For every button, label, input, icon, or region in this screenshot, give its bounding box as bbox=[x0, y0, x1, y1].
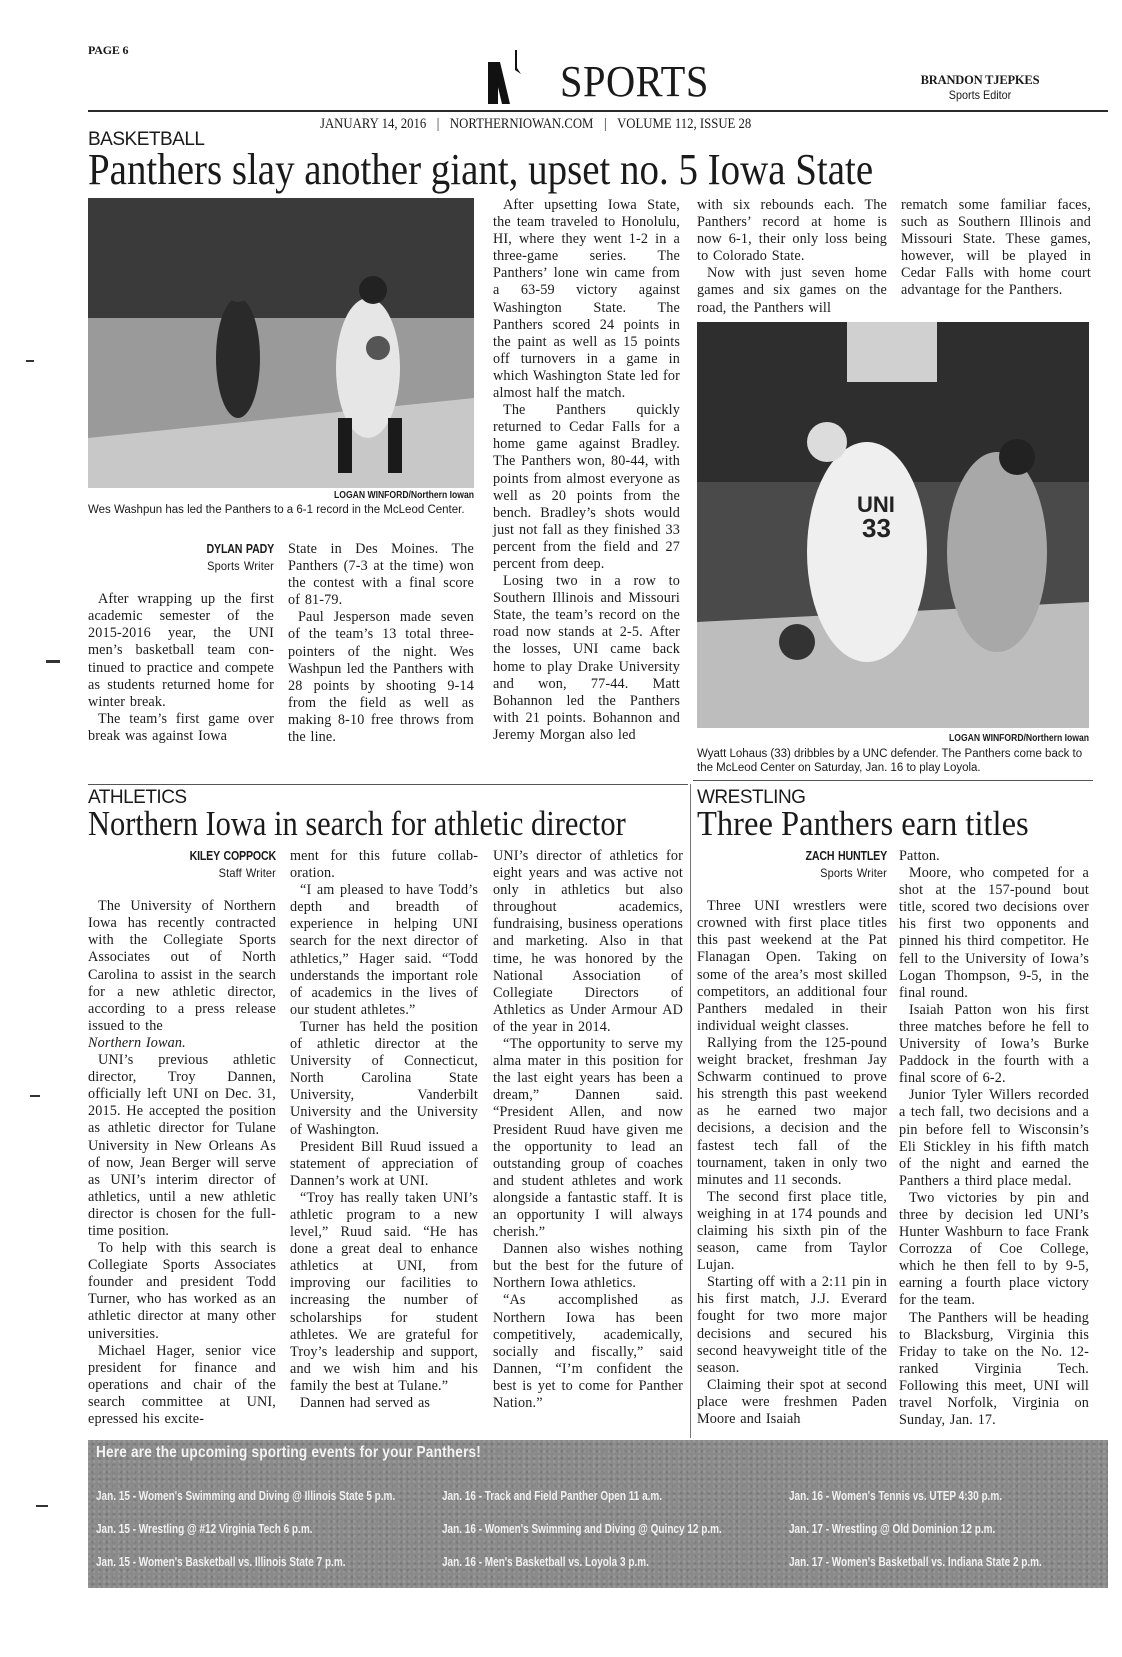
editor-name: BRANDON TJEPKES bbox=[920, 73, 1040, 87]
paragraph: Now with just seven home games and six games on the road, the Panthers will bbox=[697, 265, 887, 316]
event-item: Jan. 15 - Women's Basketball vs. Illinois State 7 p.m. bbox=[96, 1555, 346, 1569]
publication-name: Northern Iowan. bbox=[88, 1034, 186, 1051]
author-role: Sports Writer bbox=[207, 559, 274, 574]
paragraph: Losing two in a row to Southern Illinois and Missouri State, the team’s record on the road now stands at 2-5. After the losses, UNI came back home to play Drake University and won, 77-44. Matt Bohannon led the Panthers with 21 points. Bohannon and Jeremy Morgan also led bbox=[493, 573, 680, 743]
author-role: Staff Writer bbox=[218, 866, 276, 881]
author-role: Sports Writer bbox=[820, 866, 887, 881]
event-item: Jan. 16 - Women's Tennis vs. UTEP 4:30 p.m. bbox=[789, 1489, 1003, 1503]
paragraph: After wrapping up the first academic semester of the 2015-2016 year, the UNI men’s basketball team continued to practice and compete as students returned home for winter break. bbox=[88, 591, 274, 710]
paragraph: Patton. bbox=[899, 848, 940, 864]
photo-credit: LOGAN WINFORD/Northern Iowan bbox=[334, 490, 474, 501]
byline bbox=[697, 848, 887, 882]
paragraph: Moore, who competed for a shot at the 157-pound bout title, scored two decisions over his first two opponents and pinned his third competitor. He fell to the University of Iowa’s Logan Thompson, 9-5, in the final round. bbox=[899, 865, 1089, 1001]
svg-text:33: 33 bbox=[862, 513, 891, 543]
section-title: SPORTS bbox=[560, 57, 709, 106]
dateline-separator: | bbox=[603, 116, 607, 132]
paragraph: The Panthers quickly returned to Cedar Falls for a home game against Bradley. The Panthers won, 80-44, with points from almost everyone as well as 20 points from the bench. Bradley’s shots would just not fall as they finished 33 percent from the field and 27 percent from deep. bbox=[493, 402, 680, 572]
basketball-column-2 bbox=[288, 541, 474, 746]
athletics-column-2 bbox=[290, 848, 478, 1412]
wrestling-kicker: WRESTLING bbox=[697, 787, 806, 808]
event-item: Jan. 15 - Women's Swimming and Diving @ Illinois State 5 p.m. bbox=[96, 1489, 396, 1503]
issue-date: JANUARY 14, 2016 bbox=[320, 116, 427, 132]
paragraph: Isaiah Patton won his first three matches before he fell to University of Iowa’s Burke Paddock in the fourth with a final score of 6-2. bbox=[899, 1001, 1089, 1087]
photo-caption: Wyatt Lohaus (33) dribbles by a UNC defender. The Panthers come back to the McLeod Center on Saturday, Jan. 16 to play Loyola. bbox=[697, 748, 1083, 774]
event-item: Jan. 15 - Wrestling @ #12 Virginia Tech 6 p.m. bbox=[96, 1522, 313, 1536]
wrestling-headline: Three Panthers earn titles bbox=[697, 804, 1029, 843]
wrestling-column-2 bbox=[899, 848, 1089, 1429]
paragraph: “The opportunity to serve my alma mater in this position for the last eight years has been a dream,” Dannen said. “President Allen, and now President Ruud have given me the opportunity to lead an outstanding group of coaches and student athletes and work alongside a fantastic staff. It is an opportunity I will always cherish.” bbox=[493, 1036, 683, 1241]
paragraph: President Bill Ruud issued a statement of appreciation of Dannen’s work at UNI. bbox=[290, 1138, 478, 1189]
paragraph: To help with this search is Collegiate Sports Associates founder and president Todd Turner, who has worked as an athletic director at many other universities. bbox=[88, 1240, 276, 1342]
paragraph: Rallying from the 125-pound weight bracket, freshman Jay Schwarm continued to prove his strength this past weekend as he earned two major decisions, a decision and the fastest tech fall of the tournament, taken in only two minutes and 11 seconds. bbox=[697, 1034, 887, 1188]
paragraph: Michael Hager, senior vice president for finance and operations and chair of the search committee at UNI, epressed his excite- bbox=[88, 1342, 276, 1427]
column-divider bbox=[690, 784, 691, 1438]
paragraph: The Panthers will be heading to Blacksburg, Virginia this Friday to take on the No. 12-ranked Virginia Tech. Following this meet, UNI will travel Norfolk, Virginia on Sunday, Jan. 17. bbox=[899, 1309, 1089, 1429]
paragraph: with six rebounds each. The Panthers’ record at home is now 6-1, their only loss being to Colorado State. bbox=[697, 197, 887, 265]
athletics-headline: Northern Iowa in search for athletic director bbox=[88, 804, 626, 843]
basketball-column-5 bbox=[901, 197, 1091, 300]
paragraph: Junior Tyler Willers recorded a tech fall, two decisions and a pin before fell to Wisconsin’s Eli Stickley in his fifth match of the night and earned the Panthers a third place medal. bbox=[899, 1087, 1089, 1189]
scan-mark bbox=[30, 1095, 40, 1097]
photo-credit: LOGAN WINFORD/Northern Iowan bbox=[949, 733, 1089, 744]
scan-mark bbox=[36, 1505, 48, 1507]
athletics-column-1 bbox=[88, 848, 276, 1428]
event-item: Jan. 16 - Men's Basketball vs. Loyola 3 p.m. bbox=[442, 1555, 649, 1569]
dateline-separator: | bbox=[436, 116, 440, 132]
paragraph: The team’s first game over break was against Iowa bbox=[88, 710, 274, 744]
event-item: Jan. 17 - Women's Basketball vs. Indiana State 2 p.m. bbox=[789, 1555, 1042, 1569]
paragraph: rematch some familiar faces, such as Southern Illinois and Missouri State. These games, however, will be played in Cedar Falls with home court advantage for the Panthers. bbox=[901, 197, 1091, 299]
byline bbox=[88, 541, 274, 575]
paragraph: ment for this future collaboration. bbox=[290, 848, 478, 882]
basketball-column-4 bbox=[697, 197, 887, 317]
scan-mark bbox=[46, 660, 60, 663]
dateline bbox=[320, 116, 751, 133]
paragraph: Claiming their spot at second place were freshmen Paden Moore and Isaiah bbox=[697, 1376, 887, 1427]
paragraph: UNI’s previous athletic director, Troy Dannen, officially left UNI on Dec. 31, 2015. He accepted the position as athletic director for Tulane University in New Orleans As of now, Jean Berger will serve as UNI’s interim director of athletics, until a new athletic director is chosen for the full-time position. bbox=[88, 1052, 276, 1239]
basketball-column-3 bbox=[493, 197, 680, 744]
author-name: KILEY COPPOCK bbox=[189, 849, 276, 863]
scan-mark bbox=[26, 360, 34, 362]
athletics-column-3 bbox=[493, 848, 683, 1412]
basketball-headline: Panthers slay another giant, upset no. 5 Iowa State bbox=[88, 145, 874, 194]
paragraph: “As accomplished as Northern Iowa has been competitively, academically, socially and fiscally,” said Dannen, “I’m confident the best is yet to come for Panther Nation.” bbox=[493, 1292, 683, 1411]
byline bbox=[88, 848, 276, 882]
event-item: Jan. 16 - Track and Field Panther Open 11 a.m. bbox=[442, 1489, 663, 1503]
editor-credit bbox=[900, 73, 1060, 102]
author-name: DYLAN PADY bbox=[206, 542, 274, 556]
athletics-kicker: ATHLETICS bbox=[88, 787, 187, 808]
basketball-column-1 bbox=[88, 541, 274, 745]
paragraph: UNI’s director of athletics for eight years and was active not only in athletics but also throughout academics, fundraising, business operations and marketing. Also in that time, he was honored by the National Association of Collegiate Directors of Athletics as Under Armour AD of the year in 2014. bbox=[493, 848, 683, 1035]
basketball-photo-lohaus bbox=[697, 322, 1089, 728]
paragraph: “I am pleased to have Todd’s depth and breadth of experience in helping UNI search for the next director of athletics,” Hager said. “Todd understands the important role of academics in the lives of our student athletes.” bbox=[290, 882, 478, 1018]
paragraph: State in Des Moines. The Panthers (7-3 at the time) won the contest with a final score of 81-79. bbox=[288, 541, 474, 609]
section-divider bbox=[88, 784, 688, 785]
website-link[interactable]: NORTHERNIOWAN.COM bbox=[449, 116, 594, 132]
paragraph: The second first place title, weighing in at 174 pounds and claiming his sixth pin of the season, came from Taylor Lujan. bbox=[697, 1188, 887, 1274]
paragraph: Starting off with a 2:11 pin in his first match, J.J. Everard fought for two more major decisions and secured his second heavyweight title of the season. bbox=[697, 1274, 887, 1376]
event-item: Jan. 16 - Women's Swimming and Diving @ Quincy 12 p.m. bbox=[442, 1522, 722, 1536]
paragraph: Dannen had served as bbox=[300, 1395, 431, 1411]
paragraph: Two victories by pin and three by decision led UNI’s Hunter Washburn to face Frank Corrozza of Coe College, which he then fell to by 9-5, earning a fourth place victory for the team. bbox=[899, 1189, 1089, 1309]
paragraph: Turner has held the position of athletic director at the University of Connecticut, North Carolina State University, Vanderbilt University and the University of Washington. bbox=[290, 1018, 478, 1138]
upcoming-events-banner bbox=[88, 1440, 1108, 1588]
basketball-kicker: BASKETBALL bbox=[88, 129, 205, 150]
editor-role: Sports Editor bbox=[948, 88, 1012, 102]
paragraph: Dannen also wishes nothing but the best for the future of Northern Iowa athletics. bbox=[493, 1241, 683, 1292]
volume-issue: VOLUME 112, ISSUE 28 bbox=[617, 116, 752, 132]
paragraph: Three UNI wrestlers were crowned with first place titles this past weekend at the Pat Flanagan Open. Taking on some of the area’s most skilled competitors, an additional four Panthers medaled in their individual weight classes. bbox=[697, 898, 887, 1034]
paragraph: After upsetting Iowa State, the team traveled to Honolulu, HI, where they went 1-2 in a three-game series. The Panthers’ lone win came from a 63-59 victory against Washington State. The Panthers scored 24 points in the paint as well as 15 points off turnovers in a game in which Washington State led for almost half the match. bbox=[493, 197, 680, 402]
paragraph: Paul Jesperson made seven of the team’s 13 total three-pointers of the night. Wes Washpun led the Panthers with 28 points by shooting 9-14 from the field as well as making 8-10 free throws from the line. bbox=[288, 609, 474, 746]
photo-caption: Wes Washpun has led the Panthers to a 6-1 record in the McLeod Center. bbox=[88, 504, 465, 516]
svg-text:UNI: UNI bbox=[857, 492, 895, 517]
northern-iowan-logo-icon bbox=[488, 50, 523, 104]
author-name: ZACH HUNTLEY bbox=[805, 849, 887, 863]
masthead-rule bbox=[88, 110, 1108, 112]
basketball-photo-washpun bbox=[88, 198, 474, 488]
paragraph: “Troy has really taken UNI’s athletic program to a new level,” Ruud said. “He has done a great deal to enhance athletics at UNI, from improving our facilities to increasing the number of scholarships for student athletes. We are grateful for Troy’s leadership and support, and we wish him and his family the best at Tulane.” bbox=[290, 1189, 478, 1394]
events-title: Here are the upcoming sporting events for your Panthers! bbox=[96, 1444, 482, 1461]
event-item: Jan. 17 - Wrestling @ Old Dominion 12 p.m. bbox=[789, 1522, 996, 1536]
wrestling-column-1 bbox=[697, 848, 887, 1428]
section-divider bbox=[693, 780, 1093, 781]
page-number: PAGE 6 bbox=[88, 43, 129, 57]
paragraph: The University of Northern Iowa has recently contracted with the Collegiate Sports Associates out of North Carolina to assist in the search for a new athletic director, according to a press release issued to the bbox=[88, 898, 276, 1034]
